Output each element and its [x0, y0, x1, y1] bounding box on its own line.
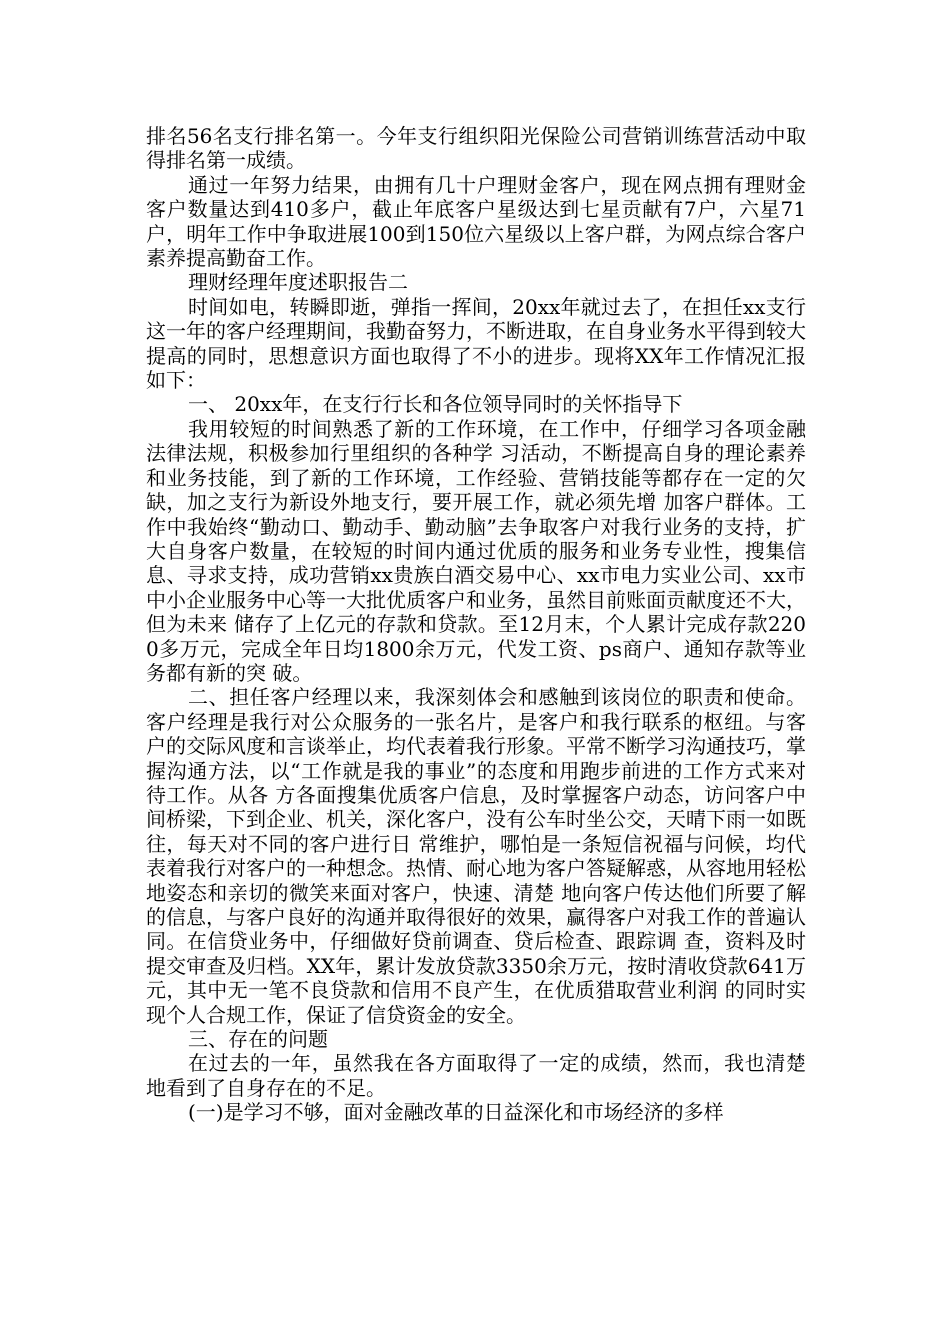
heading-part-one: 一、 20xx年，在支行行长和各位领导同时的关怀指导下 — [188, 392, 683, 417]
paragraph-wealth-clients: 通过一年努力结果，由拥有几十户理财金客户，现在网点拥有理财金客户数量达到410多户，截止年底客户星级达到七星贡献有7户，六星71户，明年工作中争取进展100到150位六星级以上客户群，为网点综合客户素养提高勤奋工作。 — [146, 172, 806, 271]
paragraph-part-two: 二、担任客户经理以来，我深刻体会和感触到该岗位的职责和使命。客户经理是我行对公众服务的一张名片，是客户和我行联系的枢纽。与客 户的交际风度和言谈举止，均代表着我行形象。平常不断学习沟通技巧，掌握沟通方法，以“工作就是我的事业”的态度和用跑步前进的工作方式来对待工作。从各 方各面搜集优质客户信息，及时掌握客户动态，访问客户中间桥梁，下到企业、机关，深化客户，没有公车时坐公交，天晴下雨一如既往，每天对不同的客户进行日 常维护，哪怕是一条短信祝福与问候，均代表着我行对客户的一种想念。热情、耐心地为客户答疑解惑，从容地用轻松地姿态和亲切的微笑来面对客户，快速、清楚 地向客户传达他们所要了解的信息，与客户良好的沟通并取得很好的效果，赢得客户对我工作的普遍认同。在信贷业务中，仔细做好贷前调查、贷后检查、跟踪调 查，资料及时提交审查及归档。XX年，累计发放贷款3350余万元，按时清收贷款641万元，其中无一笔不良贷款和信用不良产生，在优质猎取营业利润 的同时实现个人合规工作，保证了信贷资金的安全。 — [146, 685, 806, 1027]
section-title-report-two: 理财经理年度述职报告二 — [188, 270, 408, 295]
document-body — [146, 124, 806, 1125]
heading-part-three: 三、存在的问题 — [188, 1027, 328, 1052]
paragraph-point-one: (一)是学习不够，面对金融改革的日益深化和市场经济的多样 — [188, 1100, 724, 1125]
paragraph-new-environment: 我用较短的时间熟悉了新的工作环境，在工作中，仔细学习各项金融法律法规，积极参加行里组织的各种学 习活动，不断提高自身的理论素养和业务技能，到了新的工作环境，工作经验、营销技能等都存在一定的欠缺，加之支行为新设外地支行，要开展工作，就必须先增 加客户群体。工作中我始终“勤动口、勤动手、勤动脑”去争取客户对我行业务的支持，扩大自身客户数量，在较短的时间内通过优质的服务和业务专业性，搜集信 息、寻求支持，成功营销xx贵族白酒交易中心、xx市电力实业公司、xx市中小企业服务中心等一大批优质客户和业务，虽然目前账面贡献度还不大，但为未来 储存了上亿元的存款和贷款。至12月末，个人累计完成存款2200多万元，完成全年日均1800余万元，代发工资、ps商户、通知存款等业务都有新的突 破。 — [146, 416, 806, 685]
paragraph-shortcomings: 在过去的一年，虽然我在各方面取得了一定的成绩，然而，我也清楚地看到了自身存在的不足。 — [146, 1051, 806, 1100]
paragraph-intro: 时间如电，转瞬即逝，弹指一挥间，20xx年就过去了，在担任xx支行这一年的客户经理期间，我勤奋努力，不断进取，在自身业务水平得到较大提高的同时，思想意识方面也取得了不小的进步。现将XX年工作情况汇报如下： — [146, 294, 806, 393]
paragraph-ranking: 排名56名支行排名第一。今年支行组织阳光保险公司营销训练营活动中取得排名第一成绩。 — [146, 124, 806, 173]
